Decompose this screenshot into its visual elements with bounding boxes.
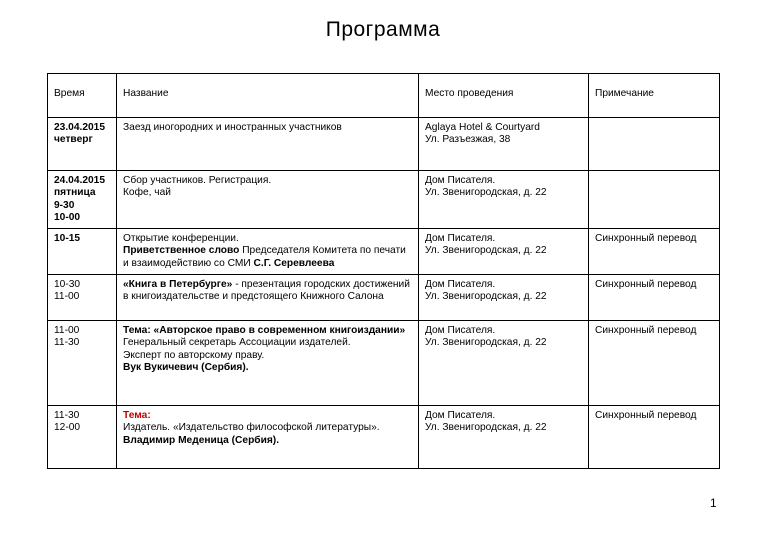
date-text: 24.04.2015 xyxy=(54,175,105,186)
end-time: 12-00 xyxy=(54,422,81,434)
venue-address: Ул. Звенигородская, д. 22 xyxy=(425,337,547,349)
weekday-text: четверг xyxy=(54,134,93,146)
venue-address: Ул. Звенигородская, д. 22 xyxy=(425,291,547,303)
end-time: 10-00 xyxy=(54,212,81,224)
topic-title: «Авторское право в современном книгоиздании» xyxy=(150,325,406,336)
time-cell xyxy=(48,275,117,321)
start-time: 9-30 xyxy=(54,199,75,211)
time-cell xyxy=(48,406,117,469)
time-cell xyxy=(48,229,117,275)
table-row xyxy=(48,406,720,469)
venue-cell xyxy=(419,275,589,321)
venue-address: Ул. Звенигородская, д. 22 xyxy=(425,422,547,434)
event-name: Сбор участников. Регистрация. xyxy=(123,175,272,186)
table-row xyxy=(48,229,720,275)
venue-cell xyxy=(419,406,589,469)
header-name: Название xyxy=(117,74,419,118)
name-cell xyxy=(117,171,419,229)
program-table xyxy=(47,73,720,469)
time-cell xyxy=(48,171,117,229)
event-detail: Кофе, чай xyxy=(123,187,171,199)
venue-address: Ул. Звенигородская, д. 22 xyxy=(425,187,547,199)
topic-label: Тема: xyxy=(123,325,151,336)
venue-name: Aglaya Hotel & Courtyard xyxy=(425,122,540,133)
venue-cell xyxy=(419,118,589,171)
header-venue: Место проведения xyxy=(419,74,589,118)
name-cell xyxy=(117,275,419,321)
note-cell: Синхронный перевод xyxy=(589,229,720,275)
speaker-role: Издатель. «Издательство философской литературы». xyxy=(123,422,380,434)
note-cell xyxy=(589,118,720,171)
venue-address: Ул. Звенигородская, д. 22 xyxy=(425,245,547,257)
speaker-name: Владимир Меденица (Сербия). xyxy=(123,434,280,446)
note-cell: Синхронный перевод xyxy=(589,275,720,321)
date-text: 23.04.2015 xyxy=(54,122,105,133)
start-time: 10-30 xyxy=(54,279,81,290)
time-cell xyxy=(48,118,117,171)
page-number: 1 xyxy=(710,496,717,510)
event-highlight: Приветственное слово xyxy=(123,245,240,257)
speaker-name: Вук Вукичевич (Сербия). xyxy=(123,362,249,374)
venue-name: Дом Писателя. xyxy=(425,233,496,244)
header-time: Время xyxy=(48,74,117,118)
end-time: 11-00 xyxy=(54,291,80,303)
name-cell xyxy=(117,229,419,275)
name-cell xyxy=(117,321,419,406)
topic-label: Тема: xyxy=(123,410,151,421)
venue-name: Дом Писателя. xyxy=(425,175,496,186)
venue-name: Дом Писателя. xyxy=(425,325,496,336)
venue-cell xyxy=(419,171,589,229)
note-cell: Синхронный перевод xyxy=(589,321,720,406)
start-time: 10-15 xyxy=(54,233,81,244)
end-time: 11-30 xyxy=(54,337,80,349)
table-row xyxy=(48,118,720,171)
venue-name: Дом Писателя. xyxy=(425,279,496,290)
table-row xyxy=(48,321,720,406)
name-cell xyxy=(117,406,419,469)
note-cell: Синхронный перевод xyxy=(589,406,720,469)
note-cell xyxy=(589,171,720,229)
speaker-name: С.Г. Серевлеева xyxy=(253,257,335,269)
table-header-row xyxy=(48,74,720,118)
event-highlight: «Книга в Петербурге» xyxy=(123,279,233,290)
venue-address: Ул. Разъезжая, 38 xyxy=(425,134,511,146)
event-name: Открытие конференции. xyxy=(123,233,239,244)
event-detail: - презентация городских достижений в книгоиздательстве и предстоящего Книжного Салона xyxy=(123,279,410,303)
venue-cell xyxy=(419,321,589,406)
page-title: Программа xyxy=(325,18,441,41)
venue-name: Дом Писателя. xyxy=(425,410,496,421)
table-row xyxy=(48,171,720,229)
event-name: Заезд иногородних и иностранных участников xyxy=(123,122,342,133)
event-detail: Председателя Комитета по печати и взаимодействию со СМИ xyxy=(123,245,406,269)
venue-cell xyxy=(419,229,589,275)
table-row xyxy=(48,275,720,321)
weekday-text: пятница xyxy=(54,187,96,199)
speaker-expertise: Эксперт по авторскому праву. xyxy=(123,349,265,361)
header-note: Примечание xyxy=(589,74,720,118)
speaker-role: Генеральный секретарь Ассоциации издателей. xyxy=(123,337,351,349)
start-time: 11-30 xyxy=(54,410,80,421)
name-cell xyxy=(117,118,419,171)
start-time: 11-00 xyxy=(54,325,80,336)
time-cell xyxy=(48,321,117,406)
